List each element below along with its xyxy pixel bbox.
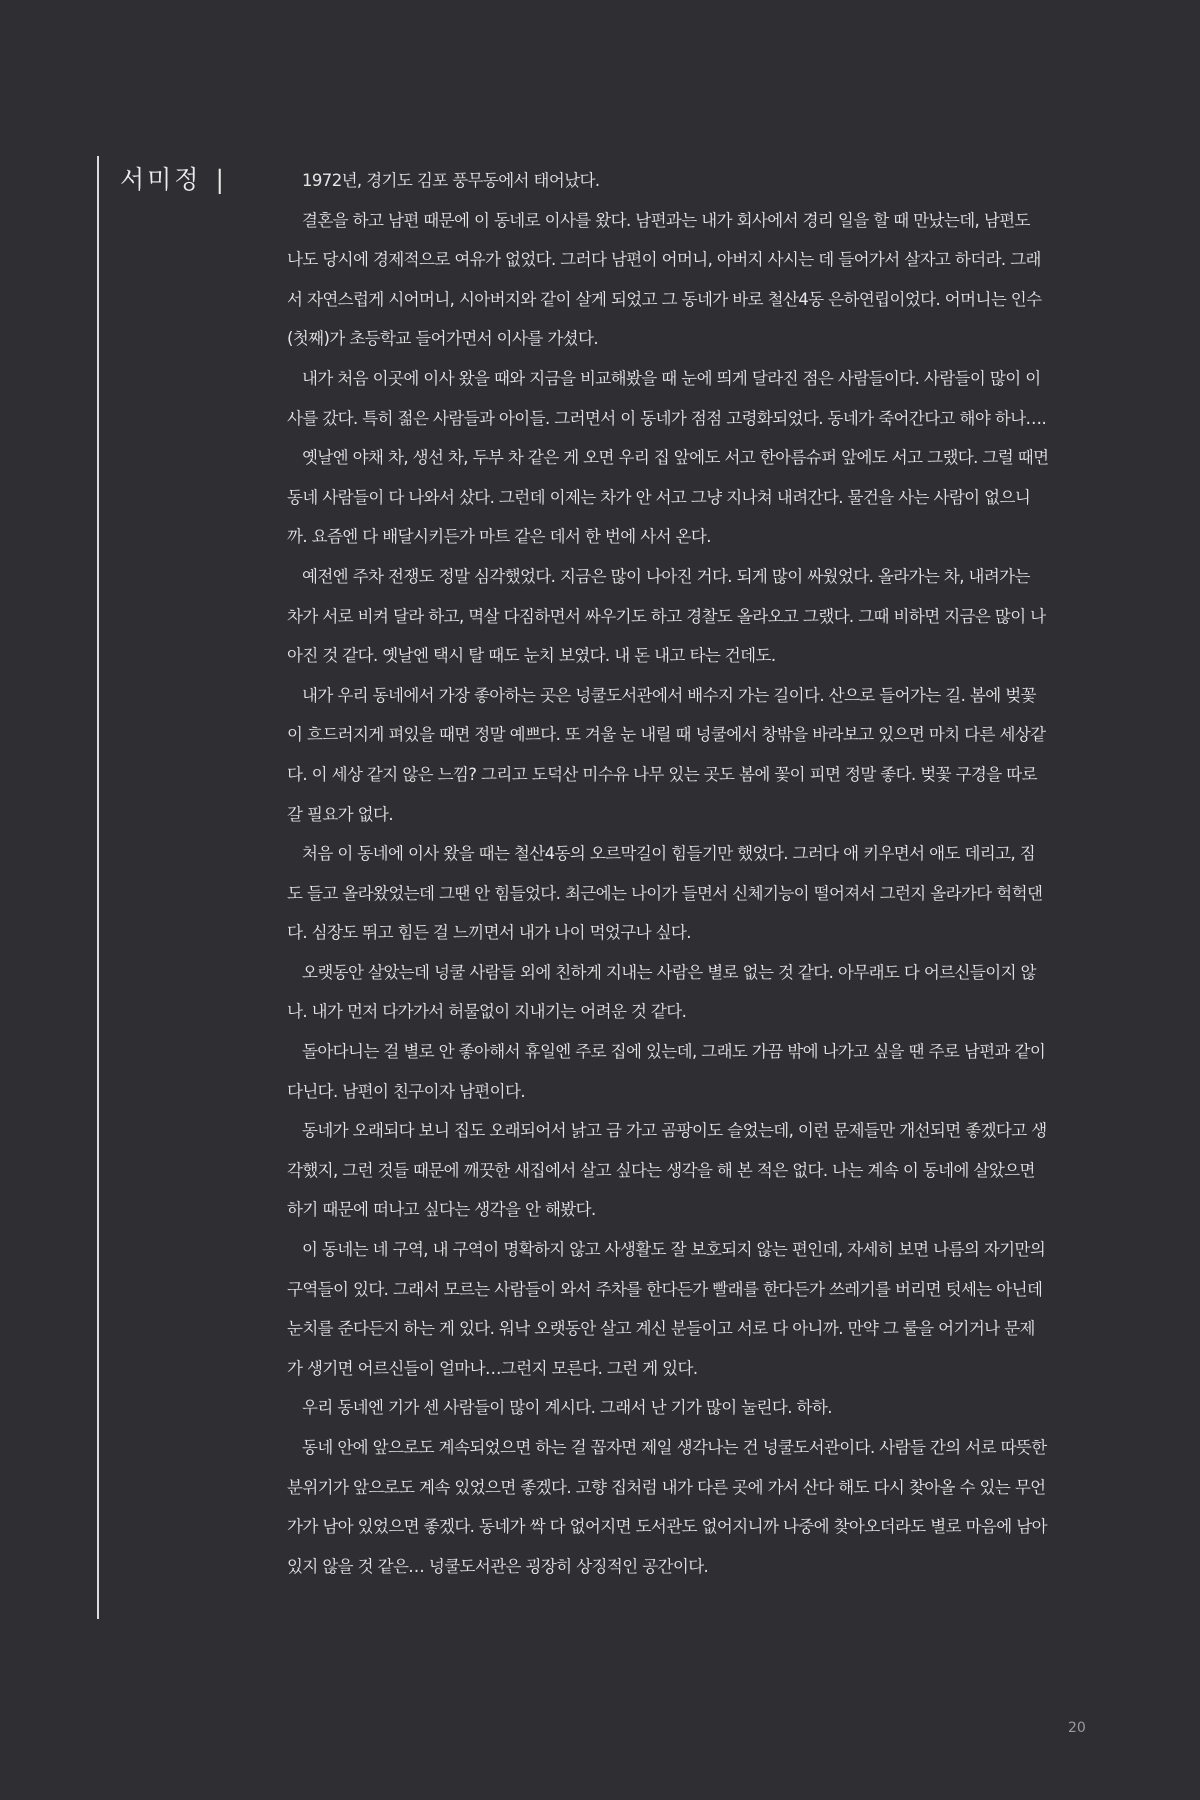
paragraph: 1972년, 경기도 김포 풍무동에서 태어났다. [302, 171, 600, 190]
paragraph: 동네가 오래되다 보니 집도 오래되어서 낡고 금 가고 곰팡이도 슬었는데, 이런 문제들만 개선되면 좋겠다고 생각했지, 그런 것들 때문에 깨끗한 새집에서 살고 싶다는 생각을 해 본 적은 없다. 나는 계속 이 동네에 살았으면 하기 때문에 떠나고 싶다는 생각을 안 해봤다. [287, 1121, 1047, 1220]
author-heading [120, 160, 227, 196]
paragraph: 옛날엔 야채 차, 생선 차, 두부 차 같은 게 오면 우리 집 앞에도 서고 한아름슈퍼 앞에도 서고 그랬다. 그럴 때면 동네 사람들이 다 나와서 샀다. 그런데 이제는 차가 안 서고 그냥 지나쳐 내려간다. 물건을 사는 사람이 없으니까. 요즘엔 다 배달시키든가 마트 같은 데서 한 번에 사서 온다. [287, 448, 1049, 547]
author-separator: | [215, 165, 227, 194]
paragraph: 내가 우리 동네에서 가장 좋아하는 곳은 넝쿨도서관에서 배수지 가는 길이다. 산으로 들어가는 길. 봄에 벚꽃이 흐드러지게 펴있을 때면 정말 예쁘다. 또 겨울 눈 내릴 때 넝쿨에서 창밖을 바라보고 있으면 마치 다른 세상같다. 이 세상 같지 않은 느낌? 그리고 도덕산 미수유 나무 있는 곳도 봄에 꽃이 피면 정말 좋다. 벚꽃 구경을 따로 갈 필요가 없다. [287, 685, 1046, 824]
author-name: 서미정 [120, 165, 202, 194]
interview-body [287, 161, 1049, 1586]
page-number: 20 [1068, 1720, 1086, 1736]
paragraph: 돌아다니는 걸 별로 안 좋아해서 휴일엔 주로 집에 있는데, 그래도 가끔 밖에 나가고 싶을 땐 주로 남편과 같이 다닌다. 남편이 친구이자 남편이다. [287, 1042, 1046, 1101]
paragraph: 처음 이 동네에 이사 왔을 때는 철산4동의 오르막길이 힘들기만 했었다. 그러다 애 키우면서 애도 데리고, 짐도 들고 올라왔었는데 그땐 안 힘들었다. 최근에는 나이가 들면서 신체기능이 떨어져서 그런지 올라가다 헉헉댄다. 심장도 뛰고 힘든 걸 느끼면서 내가 나이 먹었구나 싶다. [287, 844, 1043, 943]
paragraph: 우리 동네엔 기가 센 사람들이 많이 계시다. 그래서 난 기가 많이 눌린다. 하하. [302, 1398, 832, 1418]
paragraph: 오랫동안 살았는데 넝쿨 사람들 외에 친하게 지내는 사람은 별로 없는 것 같다. 아무래도 다 어르신들이지 않나. 내가 먼저 다가가서 허물없이 지내기는 어려운 것 같다. [287, 962, 1036, 1022]
paragraph: 예전엔 주차 전쟁도 정말 심각했었다. 지금은 많이 나아진 거다. 되게 많이 싸웠었다. 올라가는 차, 내려가는 차가 서로 비켜 달라 하고, 멱살 다짐하면서 싸우기도 하고 경찰도 올라오고 그랬다. 그때 비하면 지금은 많이 나아진 것 같다. 옛날엔 택시 탈 때도 눈치 보였다. 내 돈 내고 타는 건데도. [287, 566, 1046, 666]
paragraph: 결혼을 하고 남편 때문에 이 동네로 이사를 왔다. 남편과는 내가 회사에서 경리 일을 할 때 만났는데, 남편도 나도 당시에 경제적으로 여유가 없었다. 그러다 남편이 어머니, 아버지 사시는 데 들어가서 살자고 하더라. 그래서 자연스럽게 시어머니, 시아버지와 같이 살게 되었고 그 동네가 바로 철산4동 은하연립이었다. 어머니는 인수(첫째)가 초등학교 들어가면서 이사를 가셨다. [287, 210, 1042, 349]
paragraph: 이 동네는 네 구역, 내 구역이 명확하지 않고 사생활도 잘 보호되지 않는 편인데, 자세히 보면 나름의 자기만의 구역들이 있다. 그래서 모르는 사람들이 와서 주차를 한다든가 빨래를 한다든가 쓰레기를 버리면 텃세는 아닌데 눈치를 준다든지 하는 게 있다. 워낙 오랫동안 살고 계신 분들이고 서로 다 아니까. 만약 그 룰을 어기거나 문제가 생기면 어르신들이 얼마나…그런지 모른다. 그런 게 있다. [287, 1240, 1046, 1378]
paragraph: 동네 안에 앞으로도 계속되었으면 하는 걸 꼽자면 제일 생각나는 건 넝쿨도서관이다. 사람들 간의 서로 따뜻한 분위기가 앞으로도 계속 있었으면 좋겠다. 고향 집처럼 내가 다른 곳에 가서 산다 해도 다시 찾아올 수 있는 무언가가 남아 있었으면 좋겠다. 동네가 싹 다 없어지면 도서관도 없어지니까 나중에 찾아오더라도 별로 마음에 남아있지 않을 것 같은… 넝쿨도서관은 굉장히 상징적인 공간이다. [287, 1438, 1047, 1576]
paragraph: 내가 처음 이곳에 이사 왔을 때와 지금을 비교해봤을 때 눈에 띄게 달라진 점은 사람들이다. 사람들이 많이 이사를 갔다. 특히 젊은 사람들과 아이들. 그러면서 이 동네가 점점 고령화되었다. 동네가 죽어간다고 해야 하나…. [287, 368, 1047, 428]
left-divider-line [97, 156, 99, 1619]
